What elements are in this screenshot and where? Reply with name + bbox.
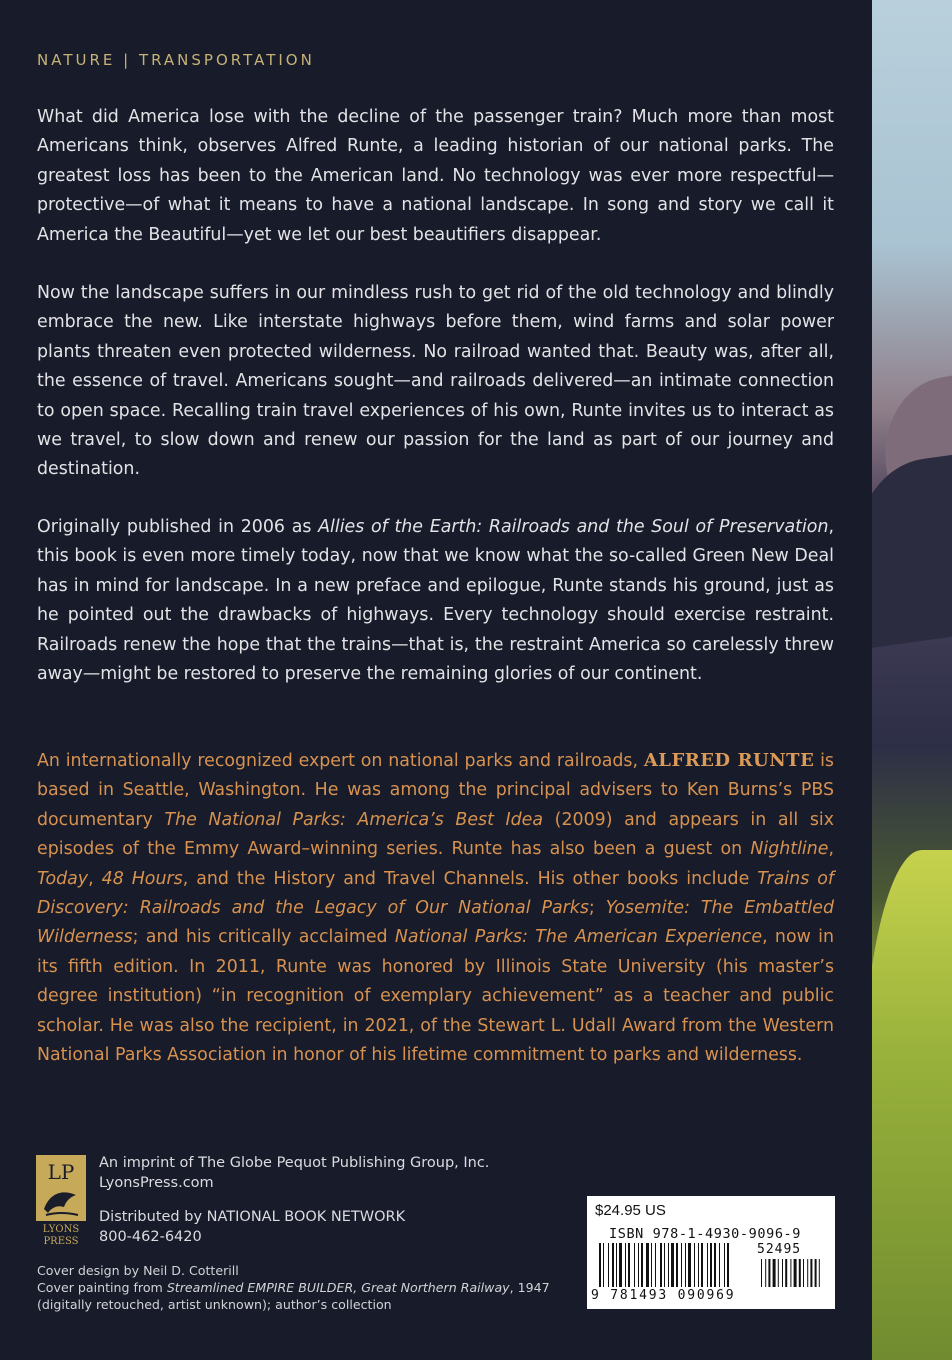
description-paragraph-3 (37, 513, 834, 689)
barcode-bar (655, 1243, 656, 1287)
addon-bar (815, 1259, 817, 1287)
barcode-bar (698, 1243, 699, 1287)
barcode-bar (671, 1243, 674, 1287)
text-run: , this book is even more timely today, now that we know what the so-called Green New Deal has in mind for landscape. In a new preface and epilogue, Runte stands his ground, just as he pointed out the drawbacks of highways. Every technology should exercise restraint. Railroads renew the hope that the trains—that is, the restraint America so carelessly threw away—might be restored to preserve the remaining glories of our continent. (37, 517, 834, 685)
text-run: , and the History and Travel Channels. His other books include (182, 868, 758, 889)
price: $24.95 US (595, 1202, 666, 1219)
painting-title: Streamlined EMPIRE BUILDER, Great Northern Railway (166, 1280, 510, 1295)
text-run: Cover painting from (37, 1280, 167, 1295)
text-run: , 1947 (509, 1280, 550, 1295)
barcode-bar (727, 1243, 729, 1287)
addon-bar (803, 1259, 804, 1287)
addon-bar (785, 1259, 787, 1287)
barcode-bar (668, 1243, 669, 1287)
barcode-label (587, 1196, 835, 1309)
text-run: is based in Seattle, Washington. He was among the principal advisers to Ken Burns’s PBS documentary (37, 751, 834, 830)
addon-bar (794, 1259, 797, 1287)
text-run: , (88, 868, 102, 889)
barcode-bar (638, 1243, 639, 1287)
design-credit: Cover design by Neil D. Cotterill (37, 1263, 239, 1278)
price-addon-code: 52495 (757, 1242, 802, 1257)
addon-bar (790, 1259, 791, 1287)
barcode-bar (651, 1243, 652, 1287)
work-title: The National Parks: America’s Best Idea (164, 809, 544, 830)
work-title: National Parks: The American Experience (394, 927, 763, 948)
publisher-website: LyonsPress.com (99, 1175, 214, 1191)
barcode-bar (616, 1243, 617, 1287)
painting-note: (digitally retouched, artist unknown); author’s collection (37, 1297, 392, 1312)
category-label: NATURE | TRANSPORTATION (37, 51, 315, 69)
addon-bar (778, 1259, 779, 1287)
addon-bar (819, 1259, 820, 1287)
work-title: Nightline (750, 839, 829, 860)
text-run: , now in its fifth edition. In 2011, Runte was honored by Illinois State University (his master’s degree institution) “in recognition of exemplary achievement” as a teacher and public scholar. He was also the recipient, in 2021, of the Stewart L. Udall Award from the Western National Parks Association in honor of his lifetime commitment to parks and wilderness. (37, 927, 834, 1066)
addon-bar (810, 1259, 812, 1287)
cover-painting-strip (872, 0, 952, 1360)
imprint-line: An imprint of The Globe Pequot Publishing Group, Inc. (99, 1155, 490, 1171)
text-run: (2009) and appears in all six episodes of the Emmy Award–winning series. Runte has also been a guest on (37, 809, 834, 860)
distributor-block (99, 1207, 405, 1247)
mountain-shape (872, 451, 952, 649)
imprint-block (99, 1153, 489, 1193)
logo-word-1: LYONS (42, 1224, 80, 1235)
logo-word-2: PRESS (43, 1236, 79, 1245)
barcode-bar (719, 1243, 720, 1287)
barcode-bars (591, 1243, 831, 1289)
text-run: ; (588, 898, 606, 919)
painting-credit (37, 1279, 577, 1296)
green-hill-shape (872, 850, 952, 1360)
work-title: 48 Hours (101, 868, 183, 889)
cover-credits (37, 1262, 577, 1313)
isbn: ISBN 978-1-4930-9096-9 (609, 1226, 802, 1242)
barcode-bar (714, 1243, 716, 1287)
barcode-bar (676, 1243, 678, 1287)
text-run: ; and his critically acclaimed (132, 927, 395, 948)
barcode-bar (603, 1243, 604, 1287)
ean-number: 9 781493 090969 (591, 1288, 736, 1303)
addon-bar (799, 1259, 801, 1287)
barcode-bar (664, 1243, 665, 1287)
barcode-bar (641, 1243, 643, 1287)
barcode-bar (646, 1243, 649, 1287)
text-run: , (828, 839, 834, 860)
barcode-bar (608, 1243, 609, 1287)
logo-letters: LP (47, 1160, 75, 1184)
barcode-bar (681, 1243, 682, 1287)
barcode-bar (701, 1243, 703, 1287)
barcode-bar (634, 1243, 635, 1287)
barcode-bar (724, 1243, 725, 1287)
publisher-phone: 800-462-6420 (99, 1229, 202, 1245)
book-title: Allies of the Earth: Railroads and the Soul of Preservation (318, 517, 829, 537)
description-paragraph-1: What did America lose with the decline of the passenger train? Much more than most Americans think, observes Alfred Runte, a leading historian of our national parks. The greatest loss has been to the American land. No technology was ever more respectful—protective—of what it means to have a national landscape. In song and story we call it America the Beautiful—yet we let our best beautifiers disappear. (37, 107, 834, 245)
barcode-bar (660, 1243, 662, 1287)
author-name: ALFRED RUNTE (643, 750, 815, 771)
barcode-bar (619, 1243, 622, 1287)
lyons-press-logo (36, 1155, 86, 1245)
text-run: Originally published in 2006 as (37, 517, 319, 537)
addon-bar (782, 1259, 783, 1287)
addon-bar (807, 1259, 808, 1287)
work-title: Trains of Discovery: Railroads and the Legacy of Our National Parks (37, 868, 834, 919)
description-paragraph-2: Now the landscape suffers in our mindless rush to get rid of the old technology and blindly embrace the new. Like interstate highways before them, wind farms and solar power plants threaten even protected wilderness. No railroad wanted that. Beauty was, after all, the essence of travel. Americans sought—and railroads delivered—an intimate connection to open space. Recalling train travel experiences of his own, Runte invites us to interact as we travel, to slow down and renew our passion for the land as part of our journey and destination. (37, 283, 834, 480)
barcode-bar (628, 1243, 630, 1287)
text-run: An internationally recognized expert on national parks and railroads, (37, 751, 644, 771)
barcode-bar (688, 1243, 691, 1287)
barcode-bar (625, 1243, 626, 1287)
barcode-bar (707, 1243, 708, 1287)
addon-bar (765, 1259, 766, 1287)
addon-bar (773, 1259, 776, 1287)
barcode-bar (612, 1243, 614, 1287)
work-title: Yosemite: The Embattled Wilderness (37, 898, 834, 948)
distributed-line: Distributed by NATIONAL BOOK NETWORK (99, 1209, 406, 1225)
author-bio (37, 746, 834, 1070)
barcode-bar (685, 1243, 686, 1287)
barcode-bar (694, 1243, 695, 1287)
addon-bar (761, 1259, 762, 1287)
work-title: Today (37, 868, 89, 889)
addon-bar (768, 1259, 770, 1287)
barcode-bar (710, 1243, 712, 1287)
barcode-bar (599, 1243, 601, 1287)
